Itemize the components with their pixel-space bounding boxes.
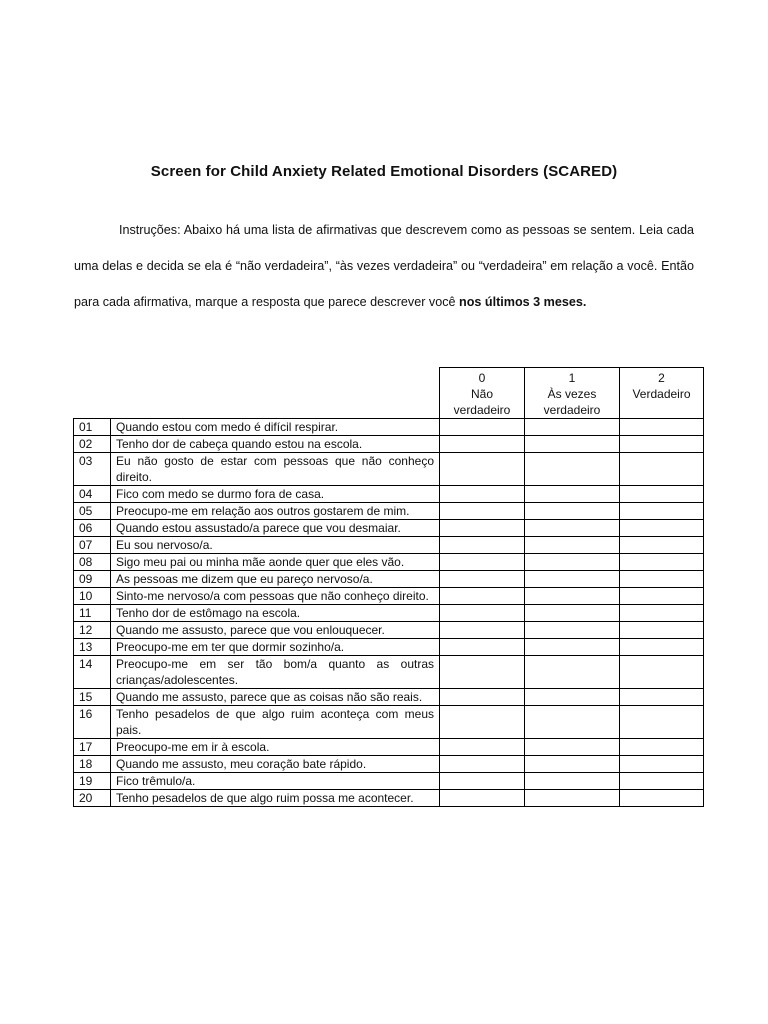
- column-score: 1: [568, 371, 576, 385]
- item-number: 13: [74, 639, 111, 656]
- answer-cell-as-vezes-verdadeiro[interactable]: [525, 571, 620, 588]
- answer-cell-as-vezes-verdadeiro[interactable]: [525, 790, 620, 807]
- item-number: 14: [74, 656, 111, 689]
- column-label-line1: Não: [470, 387, 493, 401]
- table-row: [74, 639, 704, 656]
- item-text: Preocupo-me em ser tão bom/a quanto as outras crianças/adolescentes.: [111, 656, 440, 689]
- answer-cell-nao-verdadeiro[interactable]: [440, 773, 525, 790]
- item-number: 04: [74, 486, 111, 503]
- answer-cell-verdadeiro[interactable]: [620, 706, 704, 739]
- answer-cell-nao-verdadeiro[interactable]: [440, 453, 525, 486]
- answer-cell-nao-verdadeiro[interactable]: [440, 689, 525, 706]
- instructions-paragraph: [74, 212, 694, 320]
- answer-cell-verdadeiro[interactable]: [620, 605, 704, 622]
- answer-cell-as-vezes-verdadeiro[interactable]: [525, 453, 620, 486]
- answer-cell-as-vezes-verdadeiro[interactable]: [525, 689, 620, 706]
- table-row: [74, 739, 704, 756]
- item-text: Sigo meu pai ou minha mãe aonde quer que eles vão.: [111, 554, 440, 571]
- item-text: Fico trêmulo/a.: [111, 773, 440, 790]
- answer-cell-verdadeiro[interactable]: [620, 503, 704, 520]
- answer-cell-as-vezes-verdadeiro[interactable]: [525, 756, 620, 773]
- answer-cell-nao-verdadeiro[interactable]: [440, 537, 525, 554]
- item-text: Tenho pesadelos de que algo ruim possa me acontecer.: [111, 790, 440, 807]
- column-header-1: [525, 368, 620, 419]
- column-header-0: [440, 368, 525, 419]
- answer-cell-nao-verdadeiro[interactable]: [440, 571, 525, 588]
- answer-cell-nao-verdadeiro[interactable]: [440, 605, 525, 622]
- answer-cell-verdadeiro[interactable]: [620, 537, 704, 554]
- answer-cell-nao-verdadeiro[interactable]: [440, 739, 525, 756]
- item-number: 06: [74, 520, 111, 537]
- table-row: [74, 436, 704, 453]
- header-blank-cell: [74, 368, 440, 419]
- answer-cell-nao-verdadeiro[interactable]: [440, 756, 525, 773]
- item-number: 20: [74, 790, 111, 807]
- column-score: 0: [478, 371, 486, 385]
- answer-cell-nao-verdadeiro[interactable]: [440, 639, 525, 656]
- item-text: Sinto-me nervoso/a com pessoas que não conheço direito.: [111, 588, 440, 605]
- answer-cell-verdadeiro[interactable]: [620, 622, 704, 639]
- item-number: 15: [74, 689, 111, 706]
- answer-cell-as-vezes-verdadeiro[interactable]: [525, 706, 620, 739]
- item-text: Quando me assusto, parece que as coisas não são reais.: [111, 689, 440, 706]
- table-row: [74, 554, 704, 571]
- table-row: [74, 622, 704, 639]
- column-label-line2: verdadeiro: [543, 403, 601, 417]
- table-row: [74, 588, 704, 605]
- item-text: Quando estou com medo é difícil respirar.: [111, 419, 440, 436]
- table-row: [74, 656, 704, 689]
- table-row: [74, 537, 704, 554]
- answer-cell-nao-verdadeiro[interactable]: [440, 588, 525, 605]
- item-text: Tenho dor de estômago na escola.: [111, 605, 440, 622]
- item-text: Quando me assusto, meu coração bate rápido.: [111, 756, 440, 773]
- answer-cell-nao-verdadeiro[interactable]: [440, 622, 525, 639]
- column-score: 2: [658, 371, 665, 385]
- item-text: Eu não gosto de estar com pessoas que não conheço direito.: [111, 453, 440, 486]
- answer-cell-as-vezes-verdadeiro[interactable]: [525, 520, 620, 537]
- answer-cell-nao-verdadeiro[interactable]: [440, 706, 525, 739]
- scared-questionnaire-table: [73, 367, 704, 807]
- answer-cell-verdadeiro[interactable]: [620, 689, 704, 706]
- table-header-row: [74, 368, 704, 419]
- answer-cell-nao-verdadeiro[interactable]: [440, 554, 525, 571]
- table-row: [74, 503, 704, 520]
- answer-cell-as-vezes-verdadeiro[interactable]: [525, 622, 620, 639]
- answer-cell-as-vezes-verdadeiro[interactable]: [525, 773, 620, 790]
- table-body: [74, 419, 704, 807]
- answer-cell-nao-verdadeiro[interactable]: [440, 419, 525, 436]
- answer-cell-as-vezes-verdadeiro[interactable]: [525, 486, 620, 503]
- item-number: 05: [74, 503, 111, 520]
- answer-cell-verdadeiro[interactable]: [620, 571, 704, 588]
- item-number: 11: [74, 605, 111, 622]
- table-row: [74, 419, 704, 436]
- answer-cell-verdadeiro[interactable]: [620, 453, 704, 486]
- answer-cell-nao-verdadeiro[interactable]: [440, 790, 525, 807]
- answer-cell-as-vezes-verdadeiro[interactable]: [525, 639, 620, 656]
- table-row: [74, 756, 704, 773]
- column-header-2: [620, 368, 704, 419]
- answer-cell-nao-verdadeiro[interactable]: [440, 436, 525, 453]
- answer-cell-as-vezes-verdadeiro[interactable]: [525, 503, 620, 520]
- answer-cell-as-vezes-verdadeiro[interactable]: [525, 588, 620, 605]
- item-number: 08: [74, 554, 111, 571]
- item-text: Tenho dor de cabeça quando estou na escola.: [111, 436, 440, 453]
- instructions-emphasis: nos últimos 3 meses.: [459, 295, 587, 309]
- answer-cell-verdadeiro[interactable]: [620, 436, 704, 453]
- answer-cell-as-vezes-verdadeiro[interactable]: [525, 436, 620, 453]
- answer-cell-verdadeiro[interactable]: [620, 588, 704, 605]
- item-number: 19: [74, 773, 111, 790]
- answer-cell-as-vezes-verdadeiro[interactable]: [525, 605, 620, 622]
- answer-cell-as-vezes-verdadeiro[interactable]: [525, 554, 620, 571]
- item-text: As pessoas me dizem que eu pareço nervoso/a.: [111, 571, 440, 588]
- column-label-line1: Às vezes: [547, 387, 597, 401]
- item-text: Fico com medo se durmo fora de casa.: [111, 486, 440, 503]
- answer-cell-as-vezes-verdadeiro[interactable]: [525, 537, 620, 554]
- table-row: [74, 571, 704, 588]
- item-number: 12: [74, 622, 111, 639]
- table-row: [74, 453, 704, 486]
- item-number: 09: [74, 571, 111, 588]
- column-label-line2: verdadeiro: [453, 403, 511, 417]
- answer-cell-verdadeiro[interactable]: [620, 756, 704, 773]
- item-number: 01: [74, 419, 111, 436]
- item-number: 16: [74, 706, 111, 739]
- item-text: Preocupo-me em ir à escola.: [111, 739, 440, 756]
- answer-cell-verdadeiro[interactable]: [620, 520, 704, 537]
- item-number: 18: [74, 756, 111, 773]
- item-number: 03: [74, 453, 111, 486]
- answer-cell-nao-verdadeiro[interactable]: [440, 503, 525, 520]
- answer-cell-verdadeiro[interactable]: [620, 486, 704, 503]
- column-label-line1: Verdadeiro: [632, 387, 691, 401]
- answer-cell-as-vezes-verdadeiro[interactable]: [525, 739, 620, 756]
- table-row: [74, 605, 704, 622]
- answer-cell-verdadeiro[interactable]: [620, 773, 704, 790]
- answer-cell-nao-verdadeiro[interactable]: [440, 656, 525, 689]
- answer-cell-nao-verdadeiro[interactable]: [440, 486, 525, 503]
- item-text: Tenho pesadelos de que algo ruim aconteça com meus pais.: [111, 706, 440, 739]
- table-row: [74, 706, 704, 739]
- table-row: [74, 773, 704, 790]
- answer-cell-verdadeiro[interactable]: [620, 739, 704, 756]
- table-row: [74, 486, 704, 503]
- answer-cell-verdadeiro[interactable]: [620, 419, 704, 436]
- table-row: [74, 520, 704, 537]
- item-text: Eu sou nervoso/a.: [111, 537, 440, 554]
- item-number: 02: [74, 436, 111, 453]
- answer-cell-verdadeiro[interactable]: [620, 656, 704, 689]
- item-number: 10: [74, 588, 111, 605]
- item-number: 17: [74, 739, 111, 756]
- item-text: Quando estou assustado/a parece que vou desmaiar.: [111, 520, 440, 537]
- page-title: Screen for Child Anxiety Related Emotional Disorders (SCARED): [150, 163, 618, 180]
- item-number: 07: [74, 537, 111, 554]
- answer-cell-verdadeiro[interactable]: [620, 639, 704, 656]
- item-text: Preocupo-me em relação aos outros gostarem de mim.: [111, 503, 440, 520]
- answer-cell-verdadeiro[interactable]: [620, 790, 704, 807]
- answer-cell-nao-verdadeiro[interactable]: [440, 520, 525, 537]
- answer-cell-as-vezes-verdadeiro[interactable]: [525, 656, 620, 689]
- instructions-text: Instruções: Abaixo há uma lista de afirmativas que descrevem como as pessoas se sentem. Leia cada uma delas e decida se ela é “não verdadeira”, “às vezes verdadeira” ou “verdadeira” em relação a você. Então para cada afirmativa, marque a resposta que parece descrever você: [74, 223, 694, 309]
- answer-cell-as-vezes-verdadeiro[interactable]: [525, 419, 620, 436]
- answer-cell-verdadeiro[interactable]: [620, 554, 704, 571]
- table-row: [74, 689, 704, 706]
- table-row: [74, 790, 704, 807]
- item-text: Quando me assusto, parece que vou enlouquecer.: [111, 622, 440, 639]
- item-text: Preocupo-me em ter que dormir sozinho/a.: [111, 639, 440, 656]
